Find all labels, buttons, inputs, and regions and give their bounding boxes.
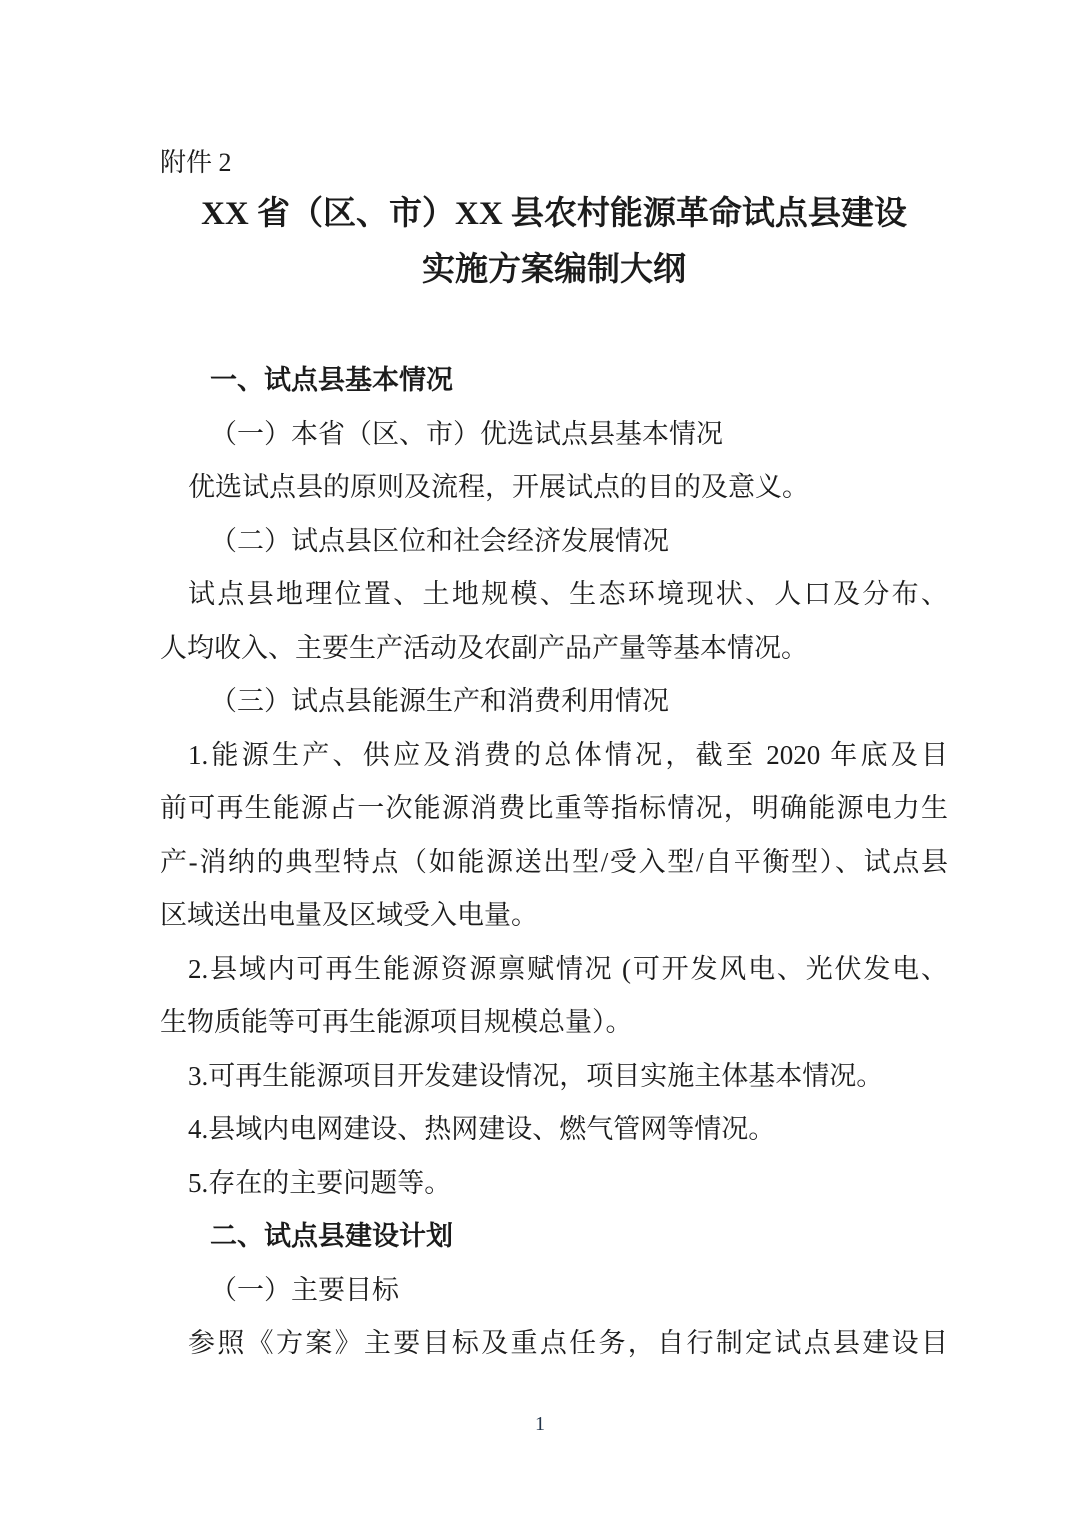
body-line: 优选试点县的原则及流程，开展试点的目的及意义。	[188, 472, 809, 502]
section-heading-2: 二、试点县建设计划	[210, 1221, 453, 1251]
body-line: 人均收入、主要生产活动及农副产品产量等基本情况。	[160, 632, 808, 663]
subsection-heading-1-3: （三）试点县能源生产和消费利用情况	[210, 686, 669, 716]
document-title-line2: 实施方案编制大纲	[422, 252, 686, 288]
document-title-line1: XX 省（区、市）XX 县农村能源革命试点县建设	[201, 196, 907, 232]
page-number: 1	[535, 1413, 545, 1435]
document-body	[160, 354, 948, 1371]
document-title	[160, 186, 948, 298]
body-line: 试点县地理位置、土地规模、生态环境现状、人口及分布、	[188, 579, 948, 609]
attachment-label: 附件 2	[160, 148, 232, 177]
body-line: 4.县域内电网建设、热网建设、燃气管网等情况。	[188, 1114, 776, 1144]
body-line: 参照《方案》主要目标及重点任务，自行制定试点县建设目	[188, 1328, 948, 1358]
body-line: 前可再生能源占一次能源消费比重等指标情况，明确能源电力生	[160, 793, 948, 823]
body-line: 3.可再生能源项目开发建设情况，项目实施主体基本情况。	[188, 1060, 884, 1091]
subsection-heading-1-1: （一）本省（区、市）优选试点县基本情况	[210, 418, 723, 449]
body-line: 区域送出电量及区域受入电量。	[160, 900, 538, 930]
subsection-heading-2-1: （一）主要目标	[210, 1274, 399, 1305]
body-line: 5.存在的主要问题等。	[188, 1167, 452, 1198]
body-line: 1.能源生产、供应及消费的总体情况，截至 2020 年底及目	[188, 739, 948, 770]
subsection-heading-1-2: （二）试点县区位和社会经济发展情况	[210, 525, 669, 556]
section-heading-1: 一、试点县基本情况	[210, 365, 453, 395]
body-line: 生物质能等可再生能源项目规模总量）。	[160, 1007, 633, 1037]
body-line: 2.县域内可再生能源资源禀赋情况 (可开发风电、光伏发电、	[188, 953, 948, 984]
body-line: 产-消纳的典型特点（如能源送出型/受入型/自平衡型）、试点县	[160, 846, 948, 877]
